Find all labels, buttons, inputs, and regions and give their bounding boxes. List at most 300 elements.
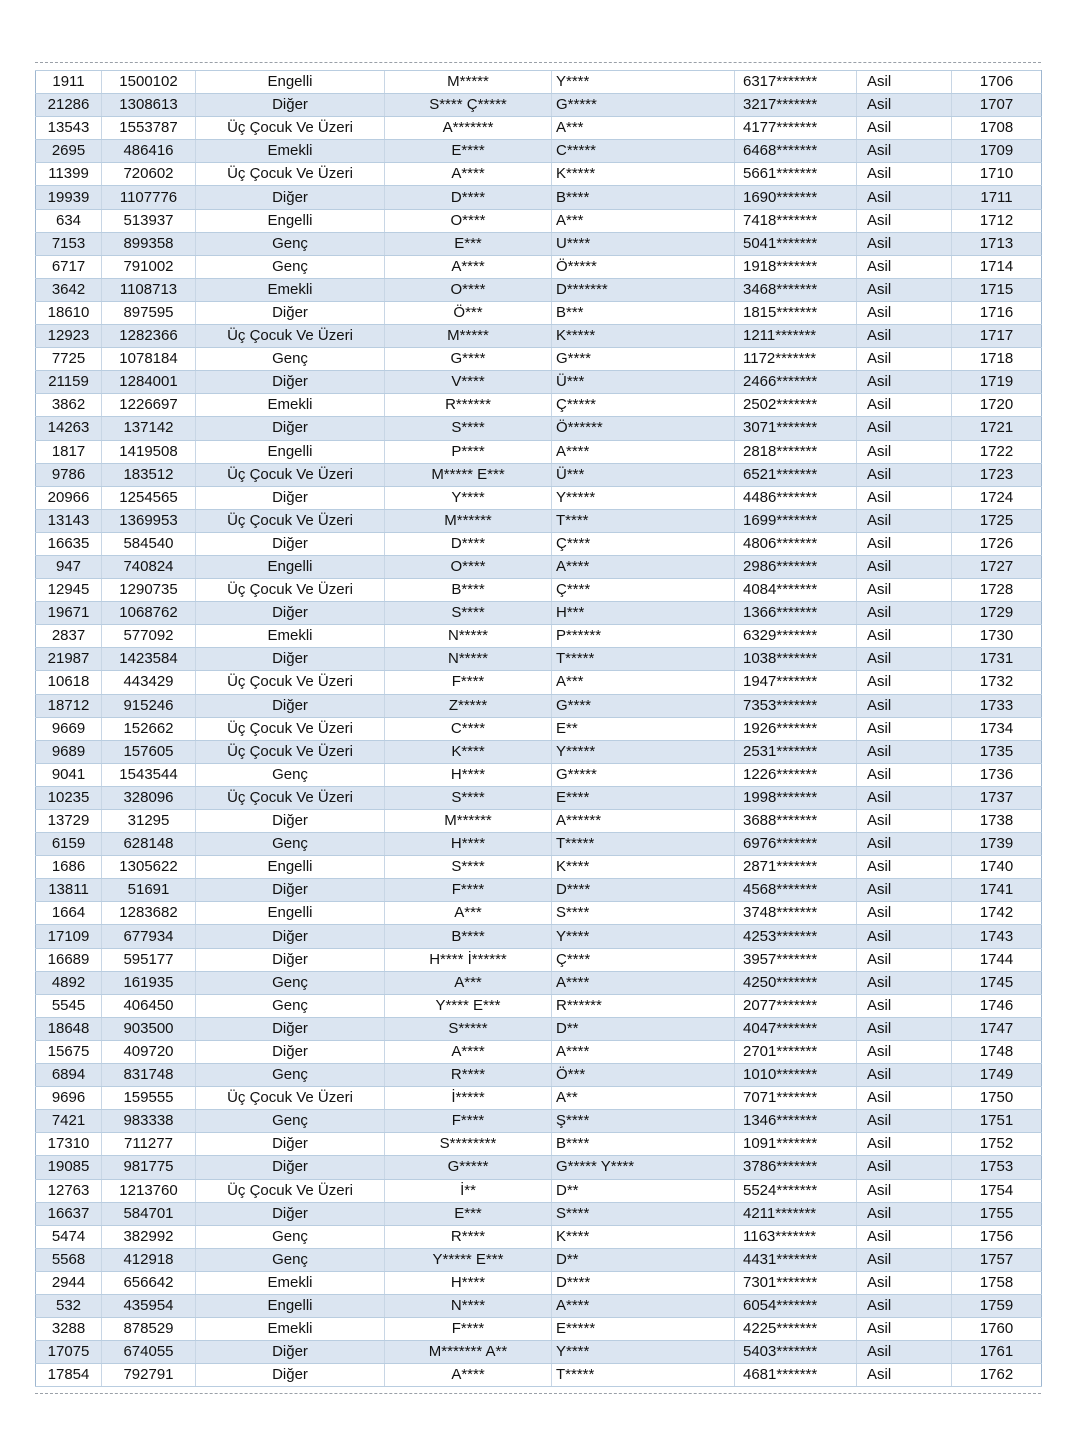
category-cell: Diğer [196,925,385,948]
masked-surname-cell: S**** [552,1202,735,1225]
masked-surname-cell: P****** [552,625,735,648]
masked-surname-cell: Ş**** [552,1110,735,1133]
category-cell: Genç [196,1110,385,1133]
masked-name-cell: S**** Ç***** [385,94,552,117]
category-cell: Diğer [196,879,385,902]
masked-name-cell: M****** [385,509,552,532]
rank-cell: 1730 [952,625,1042,648]
table-row [36,186,1042,209]
rank-cell: 1751 [952,1110,1042,1133]
masked-surname-cell: Ö***** [552,255,735,278]
application-no-cell: 1500102 [102,71,196,94]
table-row [36,625,1042,648]
category-cell: Üç Çocuk Ve Üzeri [196,717,385,740]
application-no-cell: 577092 [102,625,196,648]
masked-surname-cell: A**** [552,1040,735,1063]
application-no-cell: 791002 [102,255,196,278]
row-id-cell: 3288 [36,1318,102,1341]
table-row [36,810,1042,833]
masked-name-cell: E**** [385,140,552,163]
masked-surname-cell: A**** [552,440,735,463]
row-id-cell: 9689 [36,740,102,763]
masked-tc-no-cell: 3688******* [735,810,857,833]
masked-name-cell: A*** [385,902,552,925]
status-cell: Asil [857,671,952,694]
status-cell: Asil [857,1318,952,1341]
row-id-cell: 17075 [36,1341,102,1364]
masked-name-cell: Z***** [385,694,552,717]
application-no-cell: 152662 [102,717,196,740]
rank-cell: 1715 [952,278,1042,301]
table-row [36,740,1042,763]
row-id-cell: 13543 [36,117,102,140]
masked-name-cell: D**** [385,532,552,555]
rank-cell: 1712 [952,209,1042,232]
application-no-cell: 720602 [102,163,196,186]
application-no-cell: 1283682 [102,902,196,925]
row-id-cell: 12923 [36,325,102,348]
masked-name-cell: H**** İ****** [385,948,552,971]
rank-cell: 1718 [952,348,1042,371]
masked-name-cell: B**** [385,925,552,948]
masked-tc-no-cell: 3217******* [735,94,857,117]
status-cell: Asil [857,532,952,555]
status-cell: Asil [857,1017,952,1040]
status-cell: Asil [857,1225,952,1248]
masked-name-cell: Ö*** [385,301,552,324]
rank-cell: 1754 [952,1179,1042,1202]
status-cell: Asil [857,301,952,324]
masked-surname-cell: G***** Y**** [552,1156,735,1179]
masked-name-cell: Y**** [385,486,552,509]
rank-cell: 1746 [952,994,1042,1017]
status-cell: Asil [857,255,952,278]
application-no-cell: 983338 [102,1110,196,1133]
rank-cell: 1743 [952,925,1042,948]
category-cell: Genç [196,348,385,371]
application-no-cell: 656642 [102,1271,196,1294]
application-no-cell: 628148 [102,833,196,856]
category-cell: Üç Çocuk Ve Üzeri [196,1087,385,1110]
table-row [36,671,1042,694]
masked-tc-no-cell: 1815******* [735,301,857,324]
table-row [36,786,1042,809]
status-cell: Asil [857,417,952,440]
masked-tc-no-cell: 1998******* [735,786,857,809]
application-no-cell: 1308613 [102,94,196,117]
row-id-cell: 6717 [36,255,102,278]
masked-tc-no-cell: 6976******* [735,833,857,856]
status-cell: Asil [857,810,952,833]
masked-tc-no-cell: 5524******* [735,1179,857,1202]
masked-surname-cell: Y***** [552,740,735,763]
masked-tc-no-cell: 3468******* [735,278,857,301]
masked-tc-no-cell: 3071******* [735,417,857,440]
masked-name-cell: O**** [385,278,552,301]
masked-name-cell: O**** [385,555,552,578]
masked-tc-no-cell: 1346******* [735,1110,857,1133]
masked-name-cell: Y**** E*** [385,994,552,1017]
table-row [36,209,1042,232]
row-id-cell: 947 [36,555,102,578]
status-cell: Asil [857,1133,952,1156]
masked-surname-cell: A**** [552,1294,735,1317]
masked-tc-no-cell: 2986******* [735,555,857,578]
masked-surname-cell: A****** [552,810,735,833]
status-cell: Asil [857,371,952,394]
row-id-cell: 9696 [36,1087,102,1110]
masked-surname-cell: A*** [552,209,735,232]
status-cell: Asil [857,163,952,186]
masked-tc-no-cell: 4253******* [735,925,857,948]
status-cell: Asil [857,186,952,209]
masked-name-cell: D**** [385,186,552,209]
category-cell: Diğer [196,417,385,440]
rank-cell: 1722 [952,440,1042,463]
table-row [36,532,1042,555]
masked-surname-cell: U**** [552,232,735,255]
masked-name-cell: H**** [385,1271,552,1294]
rank-cell: 1719 [952,371,1042,394]
application-no-cell: 435954 [102,1294,196,1317]
category-cell: Emekli [196,278,385,301]
row-id-cell: 20966 [36,486,102,509]
category-cell: Emekli [196,1318,385,1341]
rank-cell: 1747 [952,1017,1042,1040]
masked-name-cell: S**** [385,786,552,809]
table-row [36,509,1042,532]
masked-surname-cell: Ö****** [552,417,735,440]
masked-tc-no-cell: 5403******* [735,1341,857,1364]
masked-name-cell: R**** [385,1064,552,1087]
status-cell: Asil [857,1271,952,1294]
category-cell: Engelli [196,71,385,94]
status-cell: Asil [857,925,952,948]
category-cell: Üç Çocuk Ve Üzeri [196,463,385,486]
category-cell: Diğer [196,948,385,971]
masked-surname-cell: A*** [552,117,735,140]
row-id-cell: 5474 [36,1225,102,1248]
table-row [36,602,1042,625]
category-cell: Üç Çocuk Ve Üzeri [196,579,385,602]
masked-name-cell: A******* [385,117,552,140]
masked-tc-no-cell: 4681******* [735,1364,857,1387]
category-cell: Üç Çocuk Ve Üzeri [196,117,385,140]
rank-cell: 1721 [952,417,1042,440]
rank-cell: 1742 [952,902,1042,925]
masked-name-cell: F**** [385,671,552,694]
masked-surname-cell: Y**** [552,71,735,94]
application-no-cell: 183512 [102,463,196,486]
application-no-cell: 486416 [102,140,196,163]
application-no-cell: 1213760 [102,1179,196,1202]
table-row [36,694,1042,717]
category-cell: Diğer [196,810,385,833]
table-row [36,232,1042,255]
category-cell: Emekli [196,625,385,648]
row-id-cell: 1664 [36,902,102,925]
table-row [36,555,1042,578]
status-cell: Asil [857,648,952,671]
rank-cell: 1723 [952,463,1042,486]
rank-cell: 1711 [952,186,1042,209]
masked-surname-cell: B**** [552,1133,735,1156]
application-no-cell: 409720 [102,1040,196,1063]
masked-tc-no-cell: 1918******* [735,255,857,278]
status-cell: Asil [857,348,952,371]
masked-tc-no-cell: 4431******* [735,1248,857,1271]
row-id-cell: 13143 [36,509,102,532]
category-cell: Emekli [196,1271,385,1294]
row-id-cell: 1817 [36,440,102,463]
masked-name-cell: İ***** [385,1087,552,1110]
masked-surname-cell: A**** [552,971,735,994]
table-row [36,486,1042,509]
category-cell: Diğer [196,602,385,625]
table-row [36,1294,1042,1317]
category-cell: Engelli [196,209,385,232]
masked-name-cell: M****** [385,810,552,833]
masked-name-cell: A**** [385,255,552,278]
category-cell: Üç Çocuk Ve Üzeri [196,671,385,694]
status-cell: Asil [857,948,952,971]
row-id-cell: 18712 [36,694,102,717]
table-row [36,1087,1042,1110]
table-top-divider [35,62,1041,63]
table-body [36,71,1042,1387]
application-no-cell: 677934 [102,925,196,948]
masked-name-cell: A**** [385,1040,552,1063]
masked-surname-cell: D******* [552,278,735,301]
rank-cell: 1750 [952,1087,1042,1110]
table-row [36,417,1042,440]
table-row [36,1040,1042,1063]
table-row [36,140,1042,163]
rank-cell: 1720 [952,394,1042,417]
masked-surname-cell: G***** [552,763,735,786]
status-cell: Asil [857,717,952,740]
application-no-cell: 1290735 [102,579,196,602]
rank-cell: 1707 [952,94,1042,117]
rank-cell: 1755 [952,1202,1042,1225]
category-cell: Genç [196,763,385,786]
row-id-cell: 19939 [36,186,102,209]
row-id-cell: 19085 [36,1156,102,1179]
application-no-cell: 159555 [102,1087,196,1110]
status-cell: Asil [857,71,952,94]
table-row [36,1202,1042,1225]
application-no-cell: 161935 [102,971,196,994]
masked-tc-no-cell: 5661******* [735,163,857,186]
rank-cell: 1757 [952,1248,1042,1271]
masked-tc-no-cell: 6329******* [735,625,857,648]
status-cell: Asil [857,486,952,509]
masked-tc-no-cell: 1010******* [735,1064,857,1087]
category-cell: Diğer [196,1202,385,1225]
masked-name-cell: S**** [385,417,552,440]
application-no-cell: 406450 [102,994,196,1017]
masked-tc-no-cell: 2502******* [735,394,857,417]
application-no-cell: 412918 [102,1248,196,1271]
status-cell: Asil [857,879,952,902]
status-cell: Asil [857,232,952,255]
row-id-cell: 3642 [36,278,102,301]
masked-tc-no-cell: 3748******* [735,902,857,925]
masked-tc-no-cell: 4177******* [735,117,857,140]
category-cell: Genç [196,1064,385,1087]
category-cell: Üç Çocuk Ve Üzeri [196,163,385,186]
row-id-cell: 18648 [36,1017,102,1040]
status-cell: Asil [857,579,952,602]
masked-surname-cell: E**** [552,786,735,809]
status-cell: Asil [857,833,952,856]
category-cell: Diğer [196,532,385,555]
category-cell: Engelli [196,555,385,578]
masked-name-cell: Y***** E*** [385,1248,552,1271]
table-row [36,1318,1042,1341]
category-cell: Engelli [196,440,385,463]
row-id-cell: 1686 [36,856,102,879]
status-cell: Asil [857,117,952,140]
masked-name-cell: G***** [385,1156,552,1179]
category-cell: Diğer [196,186,385,209]
status-cell: Asil [857,1179,952,1202]
rank-cell: 1740 [952,856,1042,879]
table-row [36,856,1042,879]
table-row [36,763,1042,786]
row-id-cell: 634 [36,209,102,232]
row-id-cell: 532 [36,1294,102,1317]
status-cell: Asil [857,440,952,463]
application-no-cell: 878529 [102,1318,196,1341]
masked-name-cell: K**** [385,740,552,763]
status-cell: Asil [857,394,952,417]
masked-tc-no-cell: 6317******* [735,71,857,94]
rank-cell: 1752 [952,1133,1042,1156]
masked-tc-no-cell: 2531******* [735,740,857,763]
row-id-cell: 7725 [36,348,102,371]
table-row [36,1225,1042,1248]
table-row [36,348,1042,371]
masked-surname-cell: T**** [552,509,735,532]
rank-cell: 1736 [952,763,1042,786]
application-no-cell: 1305622 [102,856,196,879]
row-id-cell: 16689 [36,948,102,971]
rank-cell: 1729 [952,602,1042,625]
category-cell: Diğer [196,1364,385,1387]
application-no-cell: 137142 [102,417,196,440]
masked-surname-cell: K***** [552,325,735,348]
rank-cell: 1717 [952,325,1042,348]
application-no-cell: 1543544 [102,763,196,786]
rank-cell: 1737 [952,786,1042,809]
masked-surname-cell: E** [552,717,735,740]
masked-name-cell: N***** [385,648,552,671]
rank-cell: 1732 [952,671,1042,694]
masked-surname-cell: D** [552,1248,735,1271]
masked-surname-cell: Ç***** [552,394,735,417]
status-cell: Asil [857,509,952,532]
application-no-cell: 981775 [102,1156,196,1179]
category-cell: Diğer [196,1133,385,1156]
masked-tc-no-cell: 1172******* [735,348,857,371]
masked-surname-cell: B**** [552,186,735,209]
category-cell: Diğer [196,94,385,117]
rank-cell: 1735 [952,740,1042,763]
rank-cell: 1745 [952,971,1042,994]
masked-surname-cell: A**** [552,555,735,578]
masked-name-cell: H**** [385,763,552,786]
rank-cell: 1709 [952,140,1042,163]
category-cell: Genç [196,994,385,1017]
application-no-cell: 584540 [102,532,196,555]
application-no-cell: 740824 [102,555,196,578]
rank-cell: 1748 [952,1040,1042,1063]
rank-cell: 1728 [952,579,1042,602]
masked-tc-no-cell: 2871******* [735,856,857,879]
masked-surname-cell: E***** [552,1318,735,1341]
rank-cell: 1733 [952,694,1042,717]
category-cell: Emekli [196,394,385,417]
table-row [36,278,1042,301]
masked-surname-cell: D**** [552,1271,735,1294]
status-cell: Asil [857,971,952,994]
row-id-cell: 18610 [36,301,102,324]
rank-cell: 1760 [952,1318,1042,1341]
application-no-cell: 1284001 [102,371,196,394]
masked-name-cell: G**** [385,348,552,371]
masked-tc-no-cell: 2466******* [735,371,857,394]
masked-tc-no-cell: 1947******* [735,671,857,694]
rank-cell: 1753 [952,1156,1042,1179]
application-no-cell: 1282366 [102,325,196,348]
application-no-cell: 903500 [102,1017,196,1040]
status-cell: Asil [857,740,952,763]
table-row [36,648,1042,671]
category-cell: Engelli [196,1294,385,1317]
masked-surname-cell: T***** [552,833,735,856]
status-cell: Asil [857,625,952,648]
masked-tc-no-cell: 6054******* [735,1294,857,1317]
status-cell: Asil [857,140,952,163]
table-row [36,1017,1042,1040]
status-cell: Asil [857,463,952,486]
rank-cell: 1716 [952,301,1042,324]
status-cell: Asil [857,1087,952,1110]
status-cell: Asil [857,602,952,625]
masked-tc-no-cell: 2077******* [735,994,857,1017]
table-bottom-divider [35,1393,1041,1394]
row-id-cell: 17109 [36,925,102,948]
masked-surname-cell: C***** [552,140,735,163]
category-cell: Genç [196,255,385,278]
table-row [36,948,1042,971]
application-no-cell: 1078184 [102,348,196,371]
status-cell: Asil [857,1110,952,1133]
masked-tc-no-cell: 1690******* [735,186,857,209]
application-no-cell: 1553787 [102,117,196,140]
rank-cell: 1761 [952,1341,1042,1364]
row-id-cell: 16637 [36,1202,102,1225]
masked-name-cell: S******** [385,1133,552,1156]
masked-surname-cell: B*** [552,301,735,324]
application-no-cell: 443429 [102,671,196,694]
status-cell: Asil [857,1248,952,1271]
masked-tc-no-cell: 7353******* [735,694,857,717]
masked-tc-no-cell: 5041******* [735,232,857,255]
row-id-cell: 17854 [36,1364,102,1387]
masked-surname-cell: G**** [552,348,735,371]
